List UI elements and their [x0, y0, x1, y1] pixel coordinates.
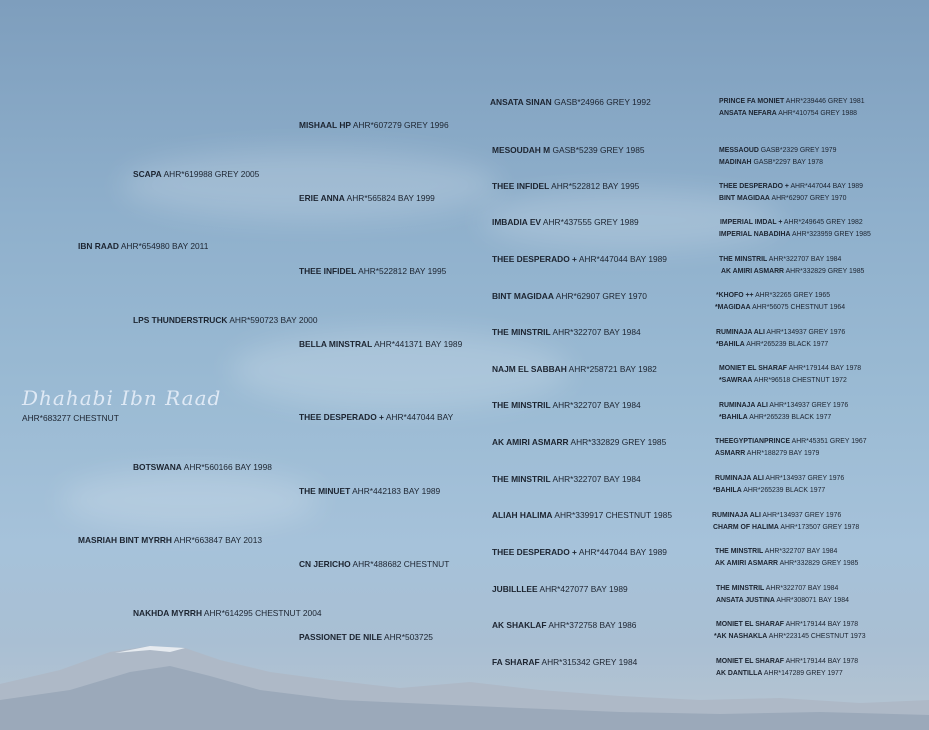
horse-name: AK AMIRI ASMARR [721, 268, 785, 275]
horse-name: THEE INFIDEL [299, 266, 357, 276]
horse-name: RUMINAJA ALI [712, 512, 761, 519]
horse-name: CN JERICHO [299, 559, 351, 569]
pedigree-entry-gen5 [721, 267, 864, 276]
horse-name: ALIAH HALIMA [492, 510, 553, 520]
horse-name: BOTSWANA [133, 462, 182, 472]
pedigree-entry-gen4 [492, 145, 645, 156]
horse-info: AHR*322707 BAY 1984 [768, 256, 842, 263]
horse-name: LPS THUNDERSTRUCK [133, 315, 228, 325]
horse-info: AHR*447044 BAY 1989 [790, 183, 863, 190]
pedigree-entry-gen5 [715, 559, 858, 568]
horse-info: AHR*62907 GREY 1970 [771, 195, 847, 202]
horse-info: AHR*322707 BAY 1984 [552, 327, 641, 337]
pedigree-entry-gen4 [492, 400, 641, 411]
horse-info: AHR*45351 GREY 1967 [791, 438, 867, 445]
pedigree-entry-gen5 [713, 523, 859, 532]
pedigree-entry-gen5 [720, 218, 863, 227]
horse-info: AHR*339917 CHESTNUT 1985 [554, 510, 672, 520]
horse-info: AHR*188279 BAY 1979 [746, 450, 820, 457]
pedigree-entry-gen5 [719, 194, 846, 203]
horse-name: IMPERIAL IMDAL + [720, 219, 783, 226]
horse-name: THE MINSTRIL [492, 474, 551, 484]
pedigree-entry-gen5 [719, 364, 861, 373]
pedigree-entry-gen4 [492, 327, 641, 338]
pedigree-entry-gen4 [492, 181, 639, 192]
horse-info: AHR*179144 BAY 1978 [788, 365, 862, 372]
pedigree-entry-gen5 [719, 413, 831, 422]
subject-name: Dhahabi Ibn Raad [22, 386, 222, 410]
pedigree-entry-gen3 [299, 266, 446, 277]
horse-name: MISHAAL HP [299, 120, 351, 130]
pedigree-entry-gen5 [715, 437, 867, 446]
pedigree-entry-gen4 [492, 217, 639, 228]
horse-info: AHR*488682 CHESTNUT [352, 559, 450, 569]
pedigree-entry-gen4 [492, 291, 647, 302]
pedigree-entry-gen5 [716, 328, 845, 337]
horse-name: MONIET EL SHARAF [719, 365, 788, 372]
pedigree-entry-gen1 [78, 535, 262, 546]
pedigree-entry-gen5 [715, 303, 845, 312]
pedigree-entry-gen4 [492, 510, 672, 521]
pedigree-entry-gen5 [719, 158, 823, 167]
horse-info: AHR*590723 BAY 2000 [229, 315, 318, 325]
horse-name: RUMINAJA ALI [716, 329, 765, 336]
horse-name: *BAHILA [716, 341, 745, 348]
pedigree-entry-gen5 [714, 632, 866, 641]
horse-info: AHR*308071 BAY 1984 [776, 597, 849, 604]
horse-name: THE MINSTRIL [719, 256, 768, 263]
pedigree-entry-gen5 [715, 474, 844, 483]
horse-info: AHR*258721 BAY 1982 [568, 364, 657, 374]
horse-name: ERIE ANNA [299, 193, 345, 203]
horse-name: RUMINAJA ALI [715, 475, 764, 482]
horse-info: AHR*56075 CHESTNUT 1964 [752, 304, 846, 311]
horse-info: AHR*62907 GREY 1970 [555, 291, 647, 301]
horse-name: THE MINUET [299, 486, 351, 496]
horse-info: GASB*5239 GREY 1985 [552, 145, 645, 155]
horse-info: AHR*134937 GREY 1976 [769, 402, 849, 409]
horse-name: IBN RAAD [78, 241, 119, 251]
pedigree-entry-gen5 [719, 182, 863, 191]
pedigree-entry-gen5 [716, 291, 830, 300]
pedigree-entry-gen2 [133, 462, 272, 473]
horse-info: AHR*173507 GREY 1978 [780, 524, 860, 531]
horse-name: IMPERIAL NABADIHA [719, 231, 791, 238]
pedigree-entry-gen1 [78, 241, 208, 252]
horse-name: MONIET EL SHARAF [716, 658, 785, 665]
horse-info: AHR*614295 CHESTNUT 2004 [203, 608, 322, 618]
horse-info: AHR*332829 GREY 1985 [779, 560, 859, 567]
horse-info: AHR*179144 BAY 1978 [785, 658, 859, 665]
horse-name: FA SHARAF [492, 657, 540, 667]
pedigree-entry-gen5 [719, 401, 848, 410]
pedigree-entry-gen2 [133, 315, 318, 326]
horse-name: THE MINSTRIL [715, 548, 764, 555]
horse-name: PRINCE FA MONIET [719, 98, 785, 105]
horse-info: AHR*265239 BLACK 1977 [743, 487, 826, 494]
horse-info: AHR*332829 GREY 1985 [570, 437, 667, 447]
pedigree-entry-gen2 [133, 608, 322, 619]
subject-registration: AHR*683277 CHESTNUT [22, 413, 119, 423]
horse-info: AHR*322707 BAY 1984 [552, 474, 641, 484]
horse-info: AHR*427077 BAY 1989 [539, 584, 628, 594]
horse-info: AHR*503725 [384, 632, 433, 642]
pedigree-entry-gen5 [719, 146, 836, 155]
horse-info: AHR*447044 BAY [385, 412, 454, 422]
horse-info: AHR*265239 BLACK 1977 [749, 414, 832, 421]
horse-name: MESOUDAH M [492, 145, 551, 155]
horse-info: AHR*441371 BAY 1989 [374, 339, 463, 349]
pedigree-entry-gen3 [299, 412, 453, 423]
horse-info: AHR*239446 GREY 1981 [785, 98, 865, 105]
pedigree-entry-gen4 [492, 437, 666, 448]
horse-info: GASB*2297 BAY 1978 [753, 159, 823, 166]
pedigree-entry-gen5 [716, 620, 858, 629]
pedigree-entry-gen4 [492, 254, 667, 265]
horse-name: THEE DESPERADO + [492, 254, 577, 264]
pedigree-entry-gen5 [713, 486, 825, 495]
pedigree-entry-gen3 [299, 193, 435, 204]
horse-name: SCAPA [133, 169, 162, 179]
horse-name: BINT MAGIDAA [719, 195, 770, 202]
horse-name: AK AMIRI ASMARR [492, 437, 569, 447]
pedigree-entry-gen5 [719, 230, 871, 239]
horse-info: AHR*147289 GREY 1977 [763, 670, 843, 677]
horse-name: THEE DESPERADO + [719, 183, 789, 190]
horse-info: AHR*179144 BAY 1978 [785, 621, 859, 628]
pedigree-entry-gen3 [299, 486, 440, 497]
horse-info: AHR*522812 BAY 1995 [358, 266, 447, 276]
horse-info: GASB*24966 GREY 1992 [554, 97, 651, 107]
horse-name: THEE DESPERADO + [299, 412, 384, 422]
horse-name: THE MINSTRIL [716, 585, 765, 592]
pedigree-entry-gen5 [715, 449, 819, 458]
horse-info: AHR*332829 GREY 1985 [785, 268, 865, 275]
horse-info: AHR*372758 BAY 1986 [548, 620, 637, 630]
horse-name: JUBILLLEE [492, 584, 538, 594]
pedigree-entry-gen5 [719, 376, 847, 385]
horse-name: BELLA MINSTRAL [299, 339, 373, 349]
horse-name: AK SHAKLAF [492, 620, 547, 630]
horse-name: IMBADIA EV [492, 217, 542, 227]
horse-name: AK DANTILLA [716, 670, 763, 677]
horse-name: *BAHILA [719, 414, 748, 421]
pedigree-entry-gen5 [716, 584, 838, 593]
horse-info: AHR*619988 GREY 2005 [163, 169, 260, 179]
pedigree-entry-gen5 [719, 97, 865, 106]
horse-name: MASRIAH BINT MYRRH [78, 535, 172, 545]
horse-info: AHR*565824 BAY 1999 [346, 193, 435, 203]
horse-name: MONIET EL SHARAF [716, 621, 785, 628]
horse-name: *SAWRAA [719, 377, 753, 384]
horse-info: AHR*607279 GREY 1996 [352, 120, 449, 130]
horse-info: AHR*654980 BAY 2011 [120, 241, 209, 251]
horse-info: AHR*323959 GREY 1985 [792, 231, 871, 238]
horse-info: AHR*447044 BAY 1989 [578, 254, 667, 264]
horse-name: MESSAOUD [719, 147, 759, 154]
pedigree-entry-gen4 [492, 547, 667, 558]
horse-name: *AK NASHAKLA [714, 633, 768, 640]
horse-info: AHR*447044 BAY 1989 [578, 547, 667, 557]
horse-info: AHR*315342 GREY 1984 [541, 657, 638, 667]
horse-name: ASMARR [715, 450, 746, 457]
horse-name: NAJM EL SABBAH [492, 364, 567, 374]
horse-name: THEE DESPERADO + [492, 547, 577, 557]
horse-info: AHR*32265 GREY 1965 [755, 292, 831, 299]
horse-name: *KHOFO ++ [716, 292, 754, 299]
horse-name: AK AMIRI ASMARR [715, 560, 779, 567]
pedigree-entry-gen5 [716, 340, 828, 349]
pedigree-entry-gen5 [716, 657, 858, 666]
horse-info: AHR*223145 CHESTNUT 1973 [768, 633, 866, 640]
horse-name: NAKHDA MYRRH [133, 608, 203, 618]
pedigree-entry-gen4 [492, 584, 628, 595]
horse-name: *BAHILA [713, 487, 742, 494]
horse-name: ANSATA SINAN [490, 97, 552, 107]
horse-info: AHR*437555 GREY 1989 [542, 217, 639, 227]
pedigree-entry-gen4 [492, 474, 641, 485]
horse-name: ANSATA JUSTINA [716, 597, 775, 604]
horse-name: ANSATA NEFARA [719, 110, 777, 117]
horse-name: CHARM OF HALIMA [713, 524, 779, 531]
horse-info: AHR*663847 BAY 2013 [173, 535, 263, 545]
pedigree-entry-gen4 [492, 657, 637, 668]
horse-info: AHR*410754 GREY 1988 [778, 110, 858, 117]
pedigree-entry-gen3 [299, 632, 433, 643]
pedigree-entry-gen5 [716, 596, 849, 605]
horse-name: THEE INFIDEL [492, 181, 550, 191]
pedigree-entry-gen5 [716, 669, 843, 678]
horse-info: AHR*322707 BAY 1984 [552, 400, 641, 410]
horse-info: AHR*322707 BAY 1984 [764, 548, 838, 555]
horse-info: AHR*134937 GREY 1976 [765, 475, 845, 482]
horse-info: AHR*96518 CHESTNUT 1972 [753, 377, 847, 384]
horse-name: THE MINSTRIL [492, 400, 551, 410]
pedigree-entry-gen5 [715, 547, 837, 556]
pedigree-entry-gen4 [492, 620, 636, 631]
horse-info: AHR*442183 BAY 1989 [352, 486, 441, 496]
horse-info: AHR*134937 GREY 1976 [762, 512, 842, 519]
horse-info: AHR*249645 GREY 1982 [783, 219, 863, 226]
horse-info: AHR*134937 GREY 1976 [766, 329, 846, 336]
pedigree-entry-gen4 [492, 364, 657, 375]
horse-info: AHR*522812 BAY 1995 [551, 181, 640, 191]
pedigree-entry-gen3 [299, 559, 449, 570]
pedigree-entry-gen4 [490, 97, 651, 108]
pedigree-entry-gen5 [719, 109, 857, 118]
horse-name: RUMINAJA ALI [719, 402, 768, 409]
horse-info: AHR*265239 BLACK 1977 [746, 341, 829, 348]
horse-info: AHR*322707 BAY 1984 [765, 585, 839, 592]
horse-info: GASB*2329 GREY 1979 [760, 147, 837, 154]
pedigree-entry-gen5 [719, 255, 841, 264]
pedigree-entry-gen3 [299, 120, 449, 131]
horse-name: BINT MAGIDAA [492, 291, 554, 301]
horse-name: *MAGIDAA [715, 304, 751, 311]
horse-name: THE MINSTRIL [492, 327, 551, 337]
horse-name: MADINAH [719, 159, 752, 166]
pedigree-entry-gen2 [133, 169, 259, 180]
pedigree-entry-gen5 [712, 511, 841, 520]
horse-info: AHR*560166 BAY 1998 [183, 462, 272, 472]
pedigree-entry-gen3 [299, 339, 462, 350]
horse-name: THEEGYPTIANPRINCE [715, 438, 791, 445]
horse-name: PASSIONET DE NILE [299, 632, 383, 642]
